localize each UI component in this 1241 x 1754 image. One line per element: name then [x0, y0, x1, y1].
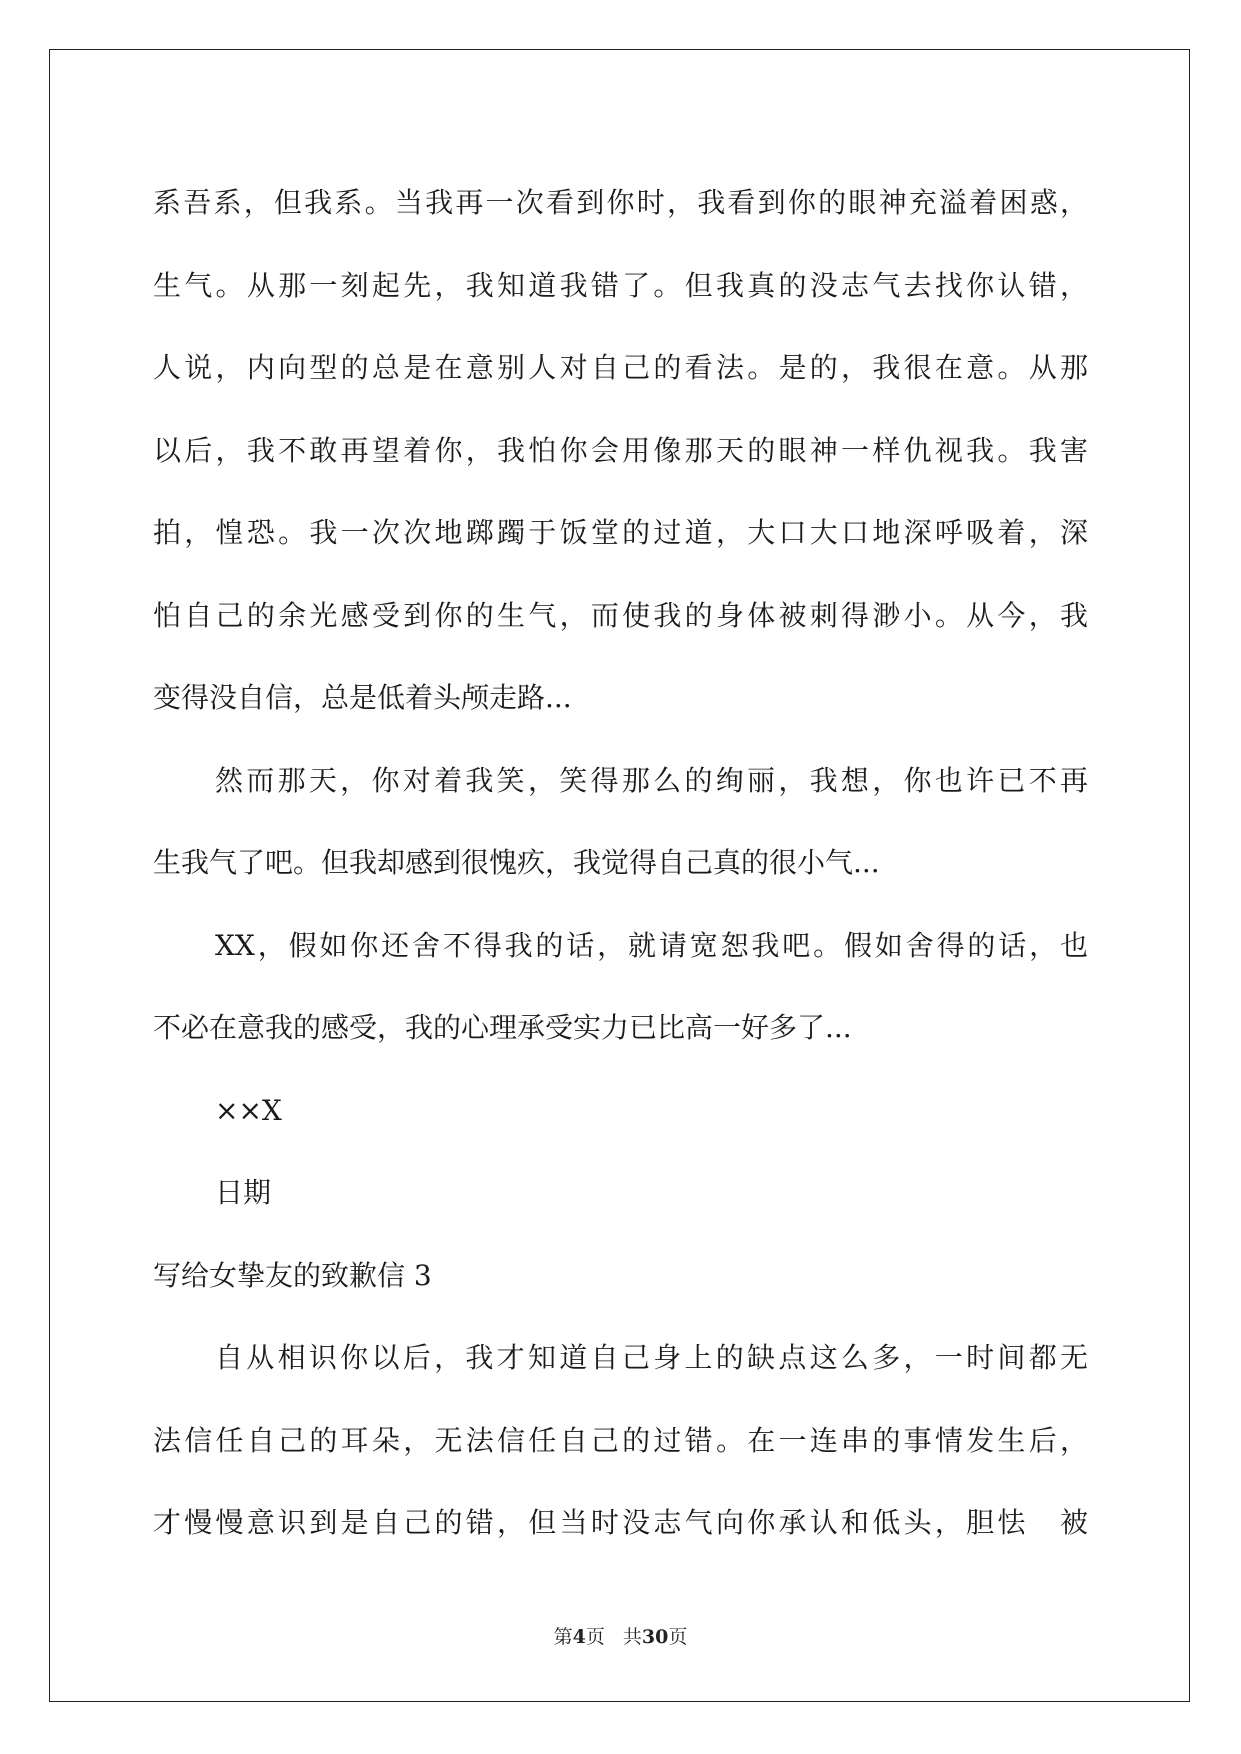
footer-prefix: 第: [553, 1626, 573, 1648]
text-line: 系吾系，但我系。当我再一次看到你时，我看到你的眼神充溢着困惑，: [153, 186, 1088, 219]
text-line: 才慢慢意识到是自己的错，但当时没志气向你承认和低头，胆怯 被: [153, 1506, 1088, 1539]
text-line: 变得没自信，总是低着头颅走路...: [153, 681, 572, 714]
document-body: [153, 162, 1088, 1565]
paragraph-first-line: 然而那天，你对着我笑，笑得那么的绚丽，我想，你也许已不再: [215, 763, 1088, 797]
date-line: 日期: [215, 1176, 272, 1209]
paragraph-first-line: 自从相识你以后，我才知道自己身上的缺点这么多，一时间都无: [215, 1341, 1088, 1374]
text-line: 生我气了吧。但我却感到很愧疚，我觉得自己真的很小气...: [153, 846, 880, 879]
total-pages: 30: [641, 1626, 669, 1648]
text-line: 怕自己的余光感受到你的生气，而使我的身体被刺得渺小。从今，我: [153, 598, 1088, 632]
text-line: 生气。从那一刻起先，我知道我错了。但我真的没志气去找你认错，: [153, 268, 1088, 302]
text-line: 拍，惶恐。我一次次地踯躅于饭堂的过道，大口大口地深呼吸着，深: [153, 516, 1088, 549]
signature-line: ××X: [215, 1093, 282, 1127]
paragraph-first-line: XX，假如你还舍不得我的话，就请宽恕我吧。假如舍得的话，也: [215, 928, 1088, 962]
footer-total-suffix: 页: [668, 1626, 688, 1648]
footer-page-suffix: 页: [585, 1626, 605, 1648]
page-footer: [0, 1622, 1241, 1649]
footer-total-prefix: 共: [622, 1626, 642, 1648]
text-line: 人说，内向型的总是在意别人对自己的看法。是的，我很在意。从那: [153, 351, 1088, 384]
page-number: 4: [572, 1626, 586, 1648]
text-line: 法信任自己的耳朵，无法信任自己的过错。在一连串的事情发生后，: [153, 1423, 1088, 1457]
text-line: 不必在意我的感受，我的心理承受实力已比高一好多了...: [153, 1011, 852, 1044]
text-line: 以后，我不敢再望着你，我怕你会用像那天的眼神一样仇视我。我害: [153, 433, 1088, 467]
section-heading: 写给女挚友的致歉信 3: [153, 1258, 432, 1292]
